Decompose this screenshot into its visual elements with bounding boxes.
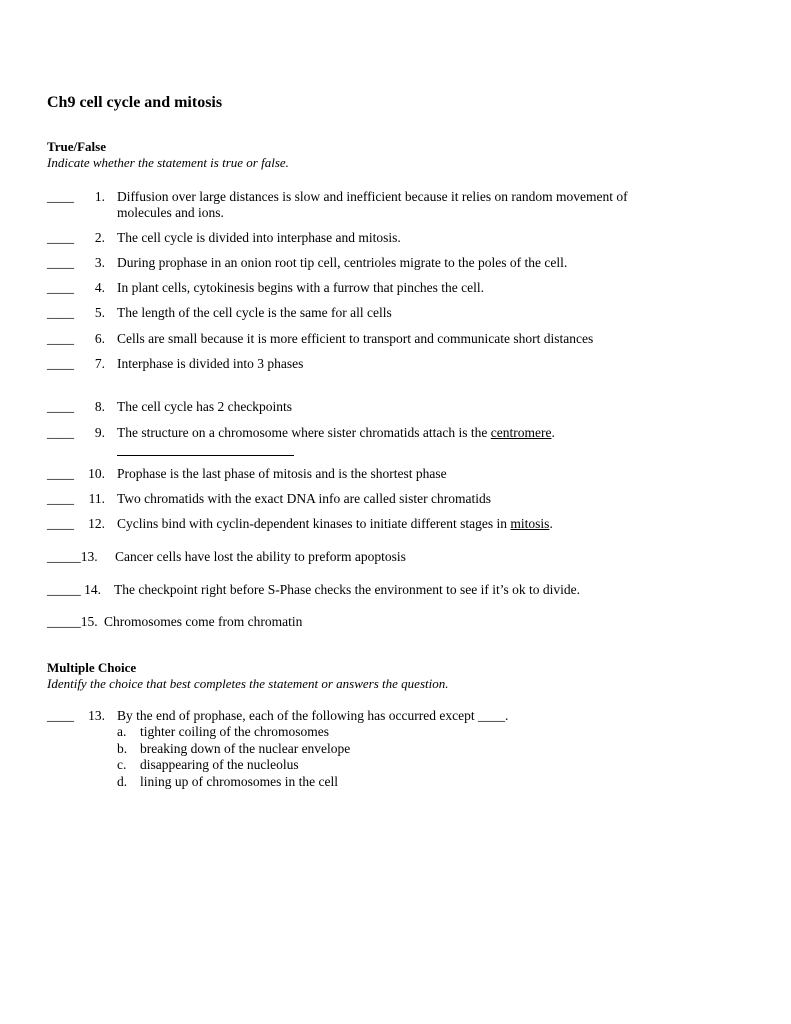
question-number: 2.	[94, 230, 105, 245]
question-number: 11.	[88, 491, 105, 506]
choice-letter: b.	[117, 741, 128, 756]
question-label[interactable]: _____13.	[47, 549, 98, 564]
question-text: The cell cycle has 2 checkpoints	[117, 399, 293, 414]
question-text: Diffusion over large distances is slow and inefficient because it relies on random movement of	[117, 189, 628, 204]
question-text-pre: The structure on a chromosome where sister chromatids attach is the	[117, 425, 491, 440]
question-text: Cells are small because it is more efficient to transport and communicate short distances	[117, 331, 594, 346]
question-number: 10.	[88, 466, 105, 481]
multiple-choice-heading: Multiple Choice	[47, 660, 137, 675]
question-text-post: .	[549, 516, 553, 531]
question-text-pre: Cyclins bind with cyclin-dependent kinases to initiate different stages in	[117, 516, 511, 531]
question-text: The length of the cell cycle is the same for all cells	[117, 305, 392, 320]
question-text: During prophase in an onion root tip cell, centrioles migrate to the poles of the cell.	[117, 255, 568, 270]
question-number: 8.	[94, 399, 105, 414]
question-text: Two chromatids with the exact DNA info are called sister chromatids	[117, 491, 491, 506]
question-text-post: .	[551, 425, 555, 440]
underlined-answer: mitosis	[510, 516, 550, 531]
question-text: The cell cycle is divided into interphase and mitosis.	[117, 230, 401, 245]
answer-blank[interactable]: ____	[47, 356, 74, 371]
question-text: Chromosomes come from chromatin	[104, 614, 303, 629]
answer-blank[interactable]: ____	[47, 491, 74, 506]
question-text: Prophase is the last phase of mitosis and is the shortest phase	[117, 466, 447, 481]
question-text	[117, 516, 553, 532]
answer-blank[interactable]: ____	[47, 331, 74, 346]
question-number: 4.	[94, 280, 105, 295]
question-number: 13.	[88, 708, 105, 723]
choice-letter: d.	[117, 774, 128, 789]
answer-blank[interactable]: ____	[47, 708, 74, 723]
choice-text: tighter coiling of the chromosomes	[140, 724, 329, 739]
question-number: 9.	[94, 425, 105, 440]
choice-text: lining up of chromosomes in the cell	[140, 774, 338, 789]
answer-blank[interactable]: ____	[47, 425, 74, 440]
question-number: 6.	[94, 331, 105, 346]
question-number: 12.	[88, 516, 105, 531]
underlined-answer: centromere	[490, 425, 552, 440]
answer-blank[interactable]: ____	[47, 466, 74, 481]
question-text: The checkpoint right before S-Phase checks the environment to see if it’s ok to divide.	[114, 582, 581, 597]
question-number: 5.	[94, 305, 105, 320]
question-text	[117, 425, 555, 441]
answer-blank[interactable]: ____	[47, 280, 74, 295]
page-title: Ch9 cell cycle and mitosis	[47, 94, 223, 111]
answer-blank[interactable]: ____	[47, 516, 74, 531]
question-number: 1.	[94, 189, 105, 204]
multiple-choice-instructions: Identify the choice that best completes the statement or answers the question.	[47, 676, 449, 691]
answer-blank[interactable]: ____	[47, 305, 74, 320]
fill-in-line	[117, 455, 294, 456]
answer-blank[interactable]: ____	[47, 399, 74, 414]
question-text: Interphase is divided into 3 phases	[117, 356, 304, 371]
true-false-instructions: Indicate whether the statement is true or false.	[47, 155, 289, 170]
question-number: 7.	[94, 356, 105, 371]
question-text: In plant cells, cytokinesis begins with a furrow that pinches the cell.	[117, 280, 485, 295]
choice-text: breaking down of the nuclear envelope	[140, 741, 351, 756]
answer-blank[interactable]: ____	[47, 189, 74, 204]
answer-blank[interactable]: ____	[47, 230, 74, 245]
question-text-cont: molecules and ions.	[117, 205, 224, 220]
answer-blank[interactable]: ____	[47, 255, 74, 270]
question-number: 3.	[94, 255, 105, 270]
choice-letter: a.	[117, 724, 127, 739]
question-label[interactable]: _____ 14.	[47, 582, 101, 597]
choice-letter: c.	[117, 757, 127, 772]
choice-text: disappearing of the nucleolus	[140, 757, 299, 772]
question-label[interactable]: _____15.	[47, 614, 98, 629]
question-text: Cancer cells have lost the ability to preform apoptosis	[115, 549, 406, 564]
question-text: By the end of prophase, each of the following has occurred except ____.	[117, 708, 509, 723]
true-false-heading: True/False	[47, 139, 106, 154]
